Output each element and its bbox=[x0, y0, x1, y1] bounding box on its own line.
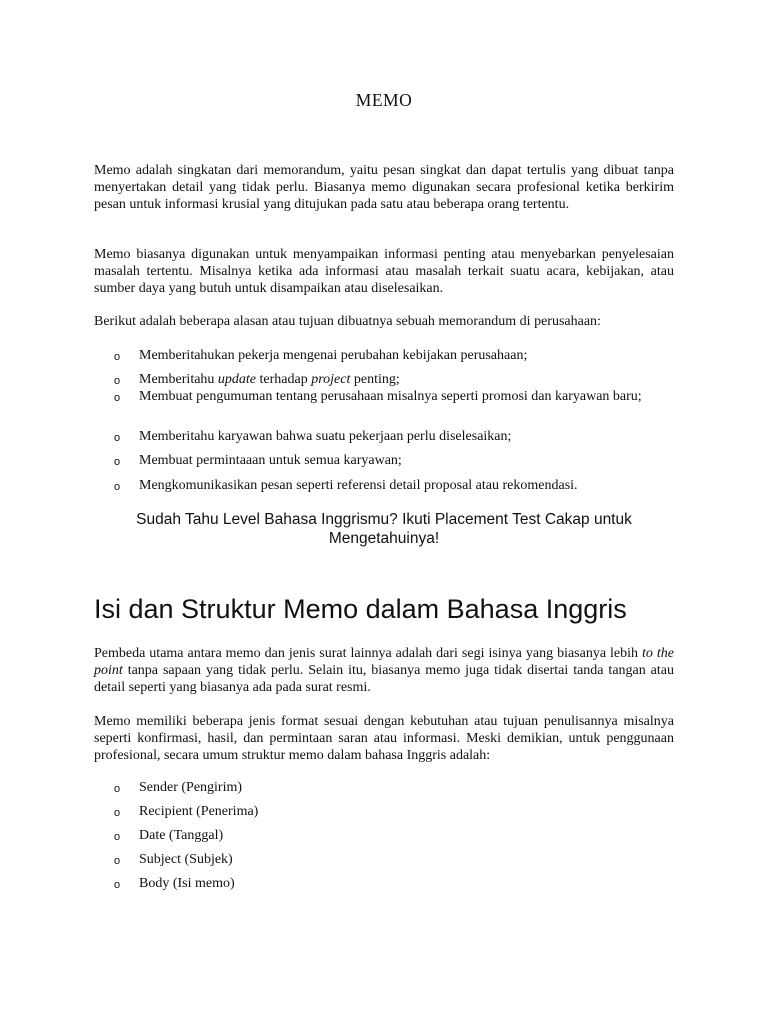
reason-text bbox=[139, 372, 674, 389]
bullet-marker: o bbox=[114, 807, 121, 819]
bullet-marker: o bbox=[114, 392, 121, 404]
section-paragraph-1 bbox=[94, 646, 674, 696]
bullet-marker: o bbox=[114, 831, 121, 843]
reason-text-italic: update bbox=[217, 372, 257, 387]
reason-text-part: penting; bbox=[350, 372, 400, 387]
reason-text: Memberitahu karyawan bahwa suatu pekerjaan perlu diselesaikan; bbox=[139, 429, 512, 444]
bullet-marker: o bbox=[114, 432, 121, 444]
reason-text: Membuat permintaaan untuk semua karyawan; bbox=[139, 453, 402, 468]
reason-text: Memberitahukan pekerja mengenai perubahan kebijakan perusahaan; bbox=[139, 348, 528, 363]
intro-paragraph-2: Memo biasanya digunakan untuk menyampaikan informasi penting atau menyebarkan penyelesaian masalah tertentu. Misalnya ketika ada informasi atau masalah terkait suatu acara, kebijakan, atau sumber daya yang butuh untuk disampaikan atau diselesaikan. bbox=[94, 247, 674, 296]
memo-title: MEMO bbox=[355, 90, 413, 110]
structure-item-text: Subject (Subjek) bbox=[139, 852, 233, 867]
structure-item-text: Recipient (Penerima) bbox=[139, 804, 259, 819]
intro-paragraph-1: Memo adalah singkatan dari memorandum, yaitu pesan singkat dan dapat tertulis yang dibuat tanpa menyertakan detail yang tidak perlu. Biasanya memo digunakan secara profesional ketika berkirim pesan untuk informasi krusial yang ditujukan pada satu atau beberapa orang tertentu. bbox=[94, 163, 674, 212]
bullet-marker: o bbox=[114, 351, 121, 363]
section-paragraph-2: Memo memiliki beberapa jenis format sesuai dengan kebutuhan atau tujuan penulisannya misalnya seperti konfirmasi, hasil, dan permintaan saran atau informasi. Meski demikian, untuk penggunaan profesional, secara umum struktur memo dalam bahasa Inggris adalah: bbox=[94, 714, 674, 763]
section-text-italic: to the point bbox=[94, 646, 674, 678]
bullet-marker: o bbox=[114, 456, 121, 468]
structure-item-text: Date (Tanggal) bbox=[139, 828, 224, 843]
bullet-marker: o bbox=[114, 481, 121, 493]
reason-text-part: Memberitahu bbox=[139, 372, 218, 387]
structure-item-text: Body (Isi memo) bbox=[139, 876, 235, 891]
bullet-marker: o bbox=[114, 855, 121, 867]
section-text-part: tanpa sapaan yang tidak perlu. Selain itu, biasanya memo juga tidak disertai tanda tangan atau detail seperti yang biasanya ada pada surat resmi. bbox=[94, 662, 674, 695]
reason-text-part: terhadap bbox=[256, 372, 312, 387]
placement-test-link[interactable]: Sudah Tahu Level Bahasa Inggrismu? Ikuti Placement Test Cakap untuk Mengetahuinya! bbox=[136, 511, 632, 547]
reason-text-italic: project bbox=[311, 372, 351, 387]
reason-text: Mengkomunikasikan pesan seperti referensi detail proposal atau rekomendasi. bbox=[139, 478, 578, 493]
reason-text: Membuat pengumuman tentang perusahaan misalnya seperti promosi dan karyawan baru; bbox=[139, 389, 642, 404]
intro-paragraph-3: Berikut adalah beberapa alasan atau tujuan dibuatnya sebuah memorandum di perusahaan: bbox=[94, 314, 601, 329]
bullet-marker: o bbox=[114, 879, 121, 891]
structure-item-text: Sender (Pengirim) bbox=[139, 780, 243, 795]
section-text-part: Pembeda utama antara memo dan jenis surat lainnya adalah dari segi isinya yang biasanya lebih bbox=[94, 646, 643, 661]
bullet-marker: o bbox=[114, 375, 121, 387]
section-heading: Isi dan Struktur Memo dalam Bahasa Inggris bbox=[94, 594, 627, 624]
bullet-marker: o bbox=[114, 783, 121, 795]
